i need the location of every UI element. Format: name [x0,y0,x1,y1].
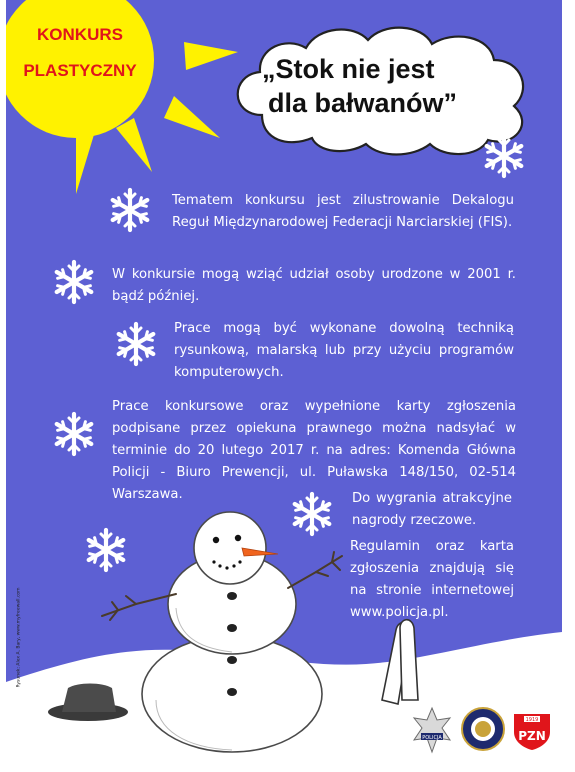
title-line-1: „Stok nie jest [262,54,435,84]
illustration-credit: Rysunek: Alex A. Bary, www.myfreewall.com [16,587,22,688]
institute-logo [460,706,506,752]
police-logo [410,706,454,754]
banner-line-1: KONKURS [37,25,123,44]
police-logo-text: POLICJA [422,735,442,741]
paragraph-prizes: Do wygrania atrakcyjne nagrody rzeczowe. [352,491,512,528]
snowman-scene [6,0,562,760]
pzn-logo [510,708,554,752]
title-line-2: dla bałwanów” [268,88,458,118]
pzn-year-text: 1919 [525,717,539,723]
banner-line-2: PLASTYCZNY [23,61,137,80]
paragraph-submission: Prace konkursowe oraz wypełnione karty zgłoszenia podpisane przez opiekuna prawnego można nadsyłać w terminie do 20 lutego 2017 r. na adres: Komenda Główna Policji - Biuro Prewencji, ul. Puławska 148/150, 02-514 Warszawa. [112,399,516,502]
paragraph-technique: Prace mogą być wykonane dowolną techniką rysunkową, malarską lub przy użyciu programów komputerowych. [174,321,514,380]
paragraph-rules: Regulamin oraz karta zgłoszenia znajdują się na stronie internetowej www.policja.pl. [350,539,514,620]
poster [6,0,562,760]
paragraph-eligibility: W konkursie mogą wziąć udział osoby urodzone w 2001 r. bądź później. [112,267,516,304]
pzn-logo-text: PZN [518,729,546,743]
paragraph-theme: Tematem konkursu jest zilustrowanie Dekalogu Reguł Międzynarodowej Federacji Narciarskiej (FIS). [172,193,514,230]
